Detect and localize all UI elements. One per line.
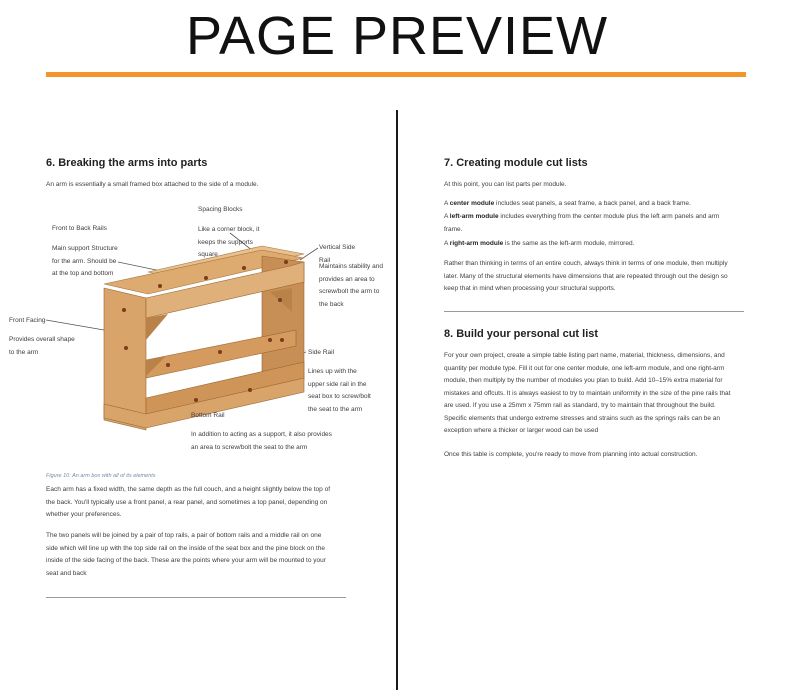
spacing-block-left bbox=[146, 314, 168, 340]
section-8-closing: Once this table is complete, you're ready to move from planning into actual construction. bbox=[444, 451, 698, 458]
section-8-heading: 8. Build your personal cut list bbox=[444, 328, 599, 340]
section-6-intro: An arm is essentially a small framed box attached to the side of a module. bbox=[46, 181, 259, 188]
center-module-line: A center module includes seat panels, a seat frame, a back panel, and a back frame. bbox=[444, 200, 691, 207]
left-footer-rule bbox=[46, 597, 346, 598]
figure-caption: Figure 10: An arm box with all of its elements bbox=[46, 473, 156, 479]
right-mid-rule bbox=[444, 311, 744, 312]
desc-front-back-rails: Main support Structure for the arm. Should be at the top and bottom bbox=[52, 245, 118, 278]
section-6-paragraph-2: The two panels will be joined by a pair of top rails, a pair of bottom rails and a middle rail on one side which will line up with the top side rail on the inside of the seat box and the pine block on the inside of the side facing of the back. These are the points where your arm will be mounted to your seat and back bbox=[46, 532, 326, 577]
section-7-intro: At this point, you can list parts per module. bbox=[444, 181, 567, 188]
right-arm-module-line: A right-arm module is the same as the left-arm module, mirrored. bbox=[444, 240, 635, 247]
desc-bottom-rail: In addition to acting as a support, it also provides an area to screw/bolt the seat to the arm bbox=[191, 431, 332, 451]
section-8-paragraph: For your own project, create a simple table listing part name, material, thickness, dimensions, and quantity per module type. Fill it out for one center module, one left-arm module, and one right-arm module, then multiply by the number of modules you plan to build. Add 10–15% extra material for mistakes and offcuts. It is always easiest to try to maintain uniformity in the size of the pine rails that are used. If you use a 25mm x 75mm rail as standard, try to maintain that throughout the build. Specific elements that undergo extreme stresses and strains such as the springs rails can be an exception where a thicker or larger wood can be used bbox=[444, 352, 731, 434]
section-6-heading: 6. Breaking the arms into parts bbox=[46, 157, 208, 169]
section-7-heading: 7. Creating module cut lists bbox=[444, 157, 588, 169]
section-7-paragraph: Rather than thinking in terms of an entire couch, always think in terms of one module, then multiply later. Many of the structural elements have dimensions that are repeated through out the design so keep that in mind when processing your structural supports. bbox=[444, 260, 728, 292]
left-arm-module-line: A left-arm module includes everything from the center module plus the left arm panels and arm frame. bbox=[444, 213, 720, 233]
desc-front-facing: Provides overall shape to the arm bbox=[9, 336, 75, 356]
desc-side-rail: Lines up with the upper side rail in the seat box to screw/bolt the seat to the arm bbox=[308, 368, 371, 413]
desc-vertical-side-rail: Maintains stability and provides an area to screw/bolt the arm to the back bbox=[319, 263, 383, 308]
label-vertical-side-rail: Vertical Side Rail bbox=[319, 244, 356, 264]
label-front-back-rails: Front to Back Rails bbox=[52, 225, 107, 232]
desc-spacing-blocks: Like a corner block, it keeps the supports square bbox=[198, 226, 260, 259]
label-front-facing: Front Facing bbox=[9, 317, 46, 324]
label-side-rail: Side Rail bbox=[308, 349, 335, 356]
section-6-paragraph-1: Each arm has a fixed width, the same depth as the full couch, and a height slightly below the top of the back. You'll typically use a front panel, a rear panel, and sometimes a top panel, depending on whether your preferences. bbox=[46, 486, 331, 518]
page-banner-title: PAGE PREVIEW bbox=[185, 6, 609, 66]
label-bottom-rail: Bottom Rail bbox=[191, 412, 225, 419]
label-spacing-blocks: Spacing Blocks bbox=[198, 206, 243, 213]
